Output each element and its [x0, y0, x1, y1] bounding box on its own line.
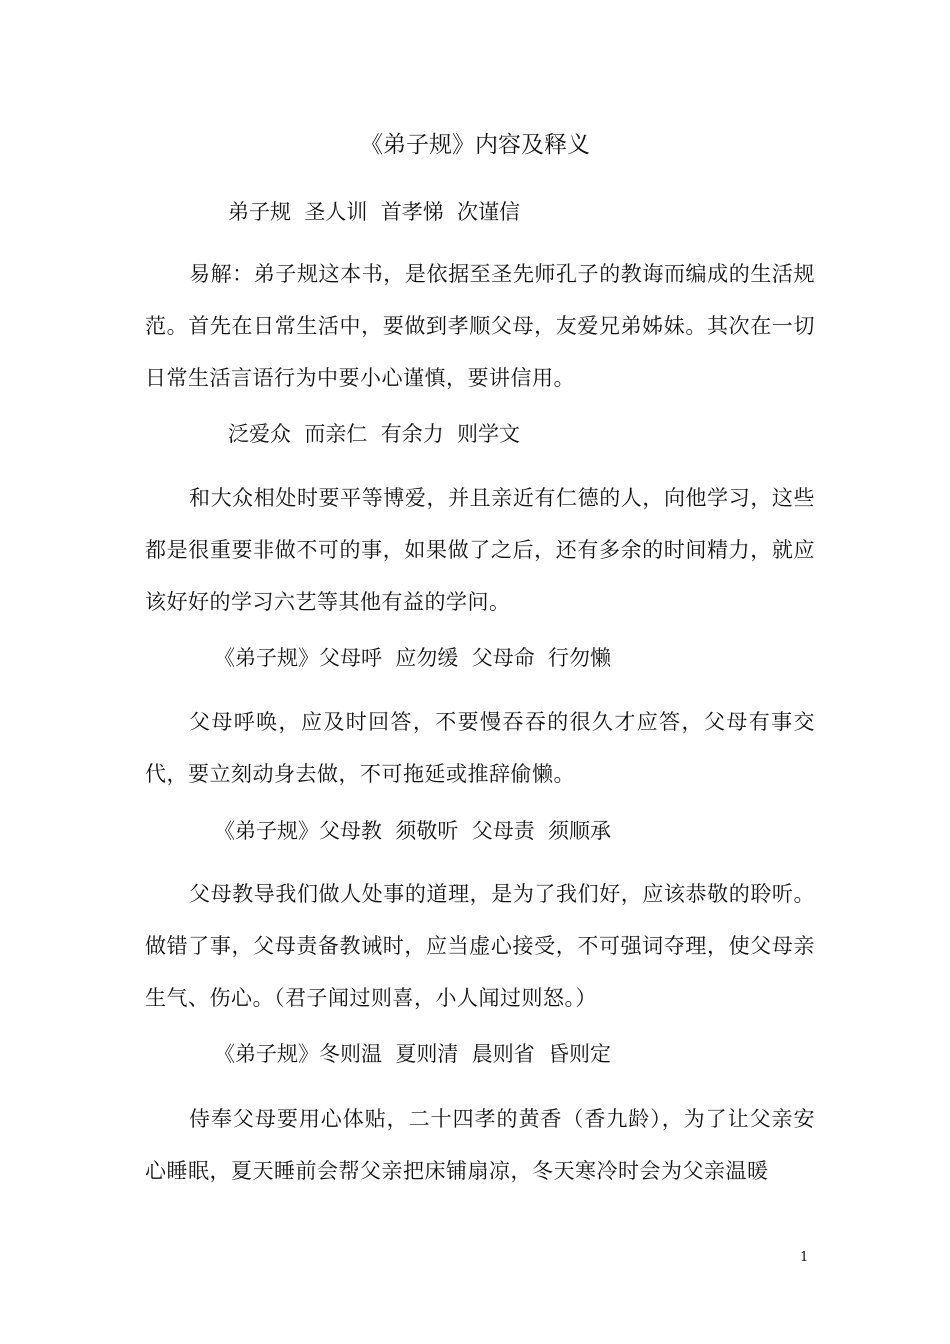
explanation-2: 和大众相处时要平等博爱，并且亲近有仁德的人，向他学习，这些都是很重要非做不可的事，如果做了之后，还有多余的时间精力，就应该好好的学习六艺等其他有益的学问。 [145, 486, 815, 614]
verse-4: 《弟子规》父母教 须敬听 父母责 须顺承 [214, 819, 612, 843]
verse-1: 弟子规 圣人训 首孝悌 次谨信 [228, 200, 521, 224]
document-title: 《弟子规》内容及释义 [360, 132, 590, 158]
verse-2: 泛爱众 而亲仁 有余力 则学文 [228, 422, 521, 446]
explanation-3: 父母呼唤，应及时回答，不要慢吞吞的很久才应答，父母有事交代，要立刻动身去做，不可拖延或推辞偷懒。 [145, 710, 815, 786]
verse-5: 《弟子规》冬则温 夏则清 晨则省 昏则定 [214, 1042, 612, 1066]
verse-3: 《弟子规》父母呼 应勿缓 父母命 行勿懒 [214, 646, 612, 670]
explanation-4: 父母教导我们做人处事的道理，是为了我们好，应该恭敬的聆听。做错了事，父母责备教诫时，应当虚心接受，不可强词夺理，使父母亲生气、伤心。（君子闻过则喜，小人闻过则怒。） [145, 882, 815, 1010]
explanation-5: 侍奉父母要用心体贴，二十四孝的黄香（香九龄），为了让父亲安心睡眠，夏天睡前会帮父亲把床铺扇凉，冬天寒冷时会为父亲温暖 [145, 1107, 815, 1183]
explanation-1: 易解：弟子规这本书，是依据至圣先师孔子的教诲而编成的生活规范。首先在日常生活中，要做到孝顺父母，友爱兄弟姊妹。其次在一切日常生活言语行为中要小心谨慎，要讲信用。 [145, 262, 815, 390]
page-number: 1 [800, 1250, 809, 1265]
